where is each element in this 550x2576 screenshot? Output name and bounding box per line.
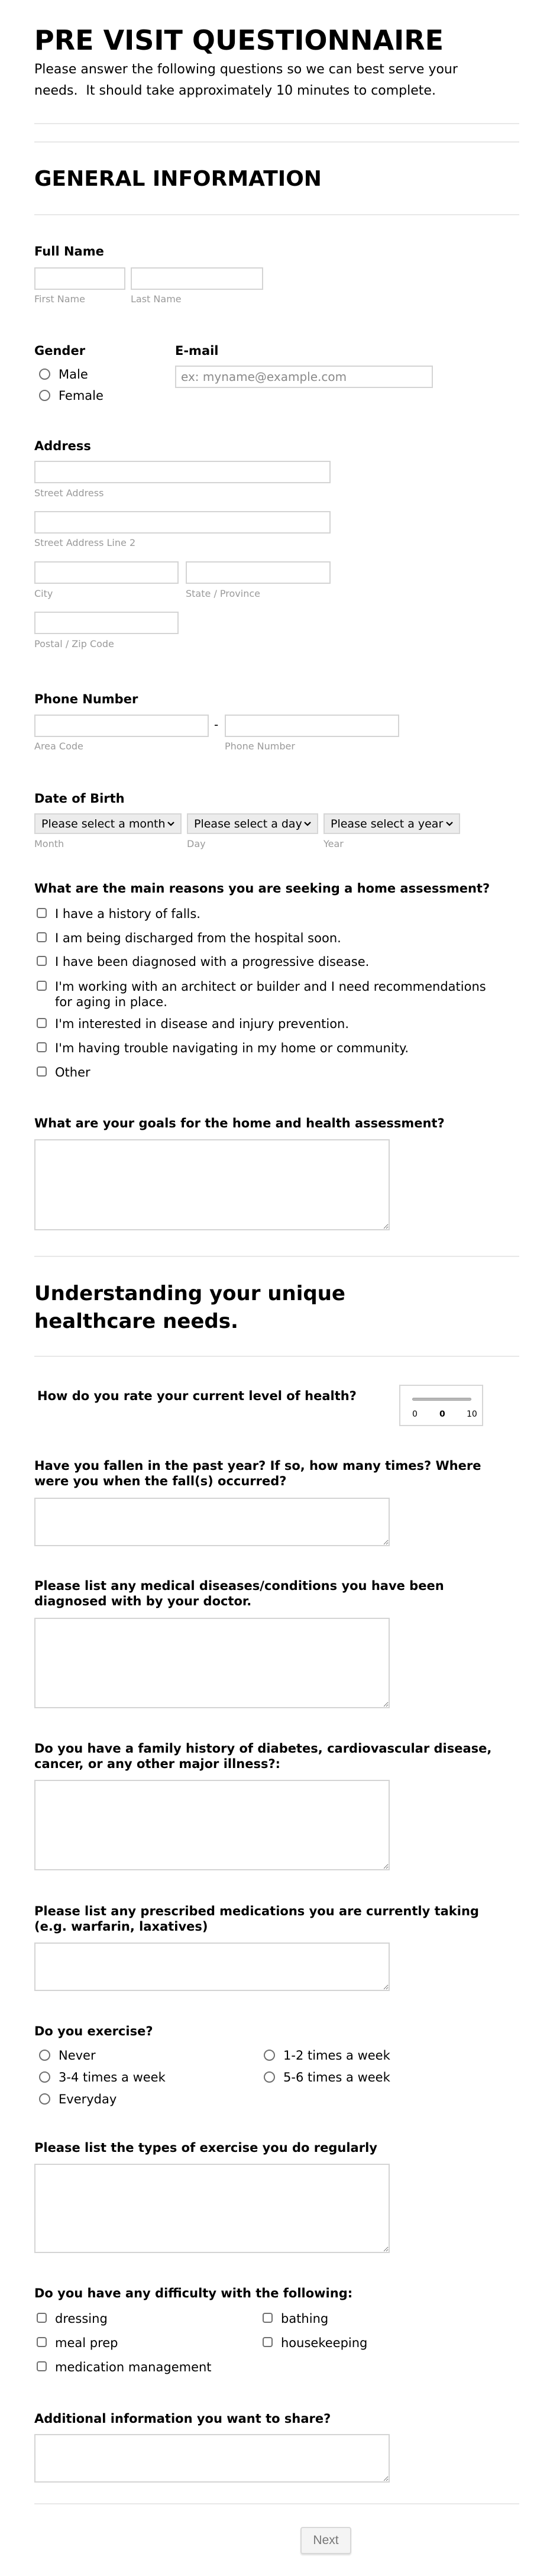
month-sublabel: Month [34, 838, 64, 849]
first-name-sublabel: First Name [34, 293, 85, 305]
slider-min-label: 0 [412, 1410, 418, 1419]
divider [34, 141, 519, 143]
year-select[interactable] [323, 813, 460, 834]
street-address-line2-sublabel: Street Address Line 2 [34, 537, 136, 548]
reason-option[interactable] [33, 979, 486, 1010]
checkbox[interactable] [37, 908, 47, 918]
state-sublabel: State / Province [186, 588, 260, 599]
option-label: 1-2 times a week [283, 2048, 390, 2063]
reasons-label: What are the main reasons you are seeking a home assessment? [34, 881, 490, 896]
checkbox[interactable] [37, 1066, 47, 1077]
option-label: housekeeping [281, 2336, 368, 2350]
checkbox[interactable] [37, 932, 47, 942]
full-name-label: Full Name [34, 244, 104, 258]
section-heading-general: GENERAL INFORMATION [34, 167, 322, 191]
gender-option-female[interactable] [34, 388, 103, 403]
option-label: medication management [55, 2360, 212, 2374]
reason-option[interactable] [33, 1016, 349, 1032]
month-select-value: Please select a month [41, 817, 166, 830]
divider [34, 214, 519, 215]
health-rating-slider[interactable] [399, 1385, 483, 1426]
zip-sublabel: Postal / Zip Code [34, 638, 114, 649]
option-label: I have been diagnosed with a progressive disease. [55, 955, 370, 969]
dob-label: Date of Birth [34, 791, 125, 806]
exercise-label: Do you exercise? [34, 2024, 153, 2038]
phone-number-input[interactable] [225, 715, 399, 737]
area-code-input[interactable] [34, 715, 209, 737]
option-label: Never [59, 2048, 96, 2063]
option-label: dressing [55, 2312, 108, 2326]
slider-track[interactable] [412, 1398, 471, 1401]
city-sublabel: City [34, 588, 53, 599]
area-code-sublabel: Area Code [34, 741, 83, 752]
exercise-option-3-4[interactable] [34, 2070, 166, 2085]
option-label: 5-6 times a week [283, 2070, 390, 2084]
section-heading-healthcare: Understanding your unique healthcare needs. [34, 1282, 345, 1333]
additional-info-textarea[interactable] [34, 2434, 390, 2483]
next-button[interactable]: Next [300, 2527, 351, 2554]
option-label: Male [59, 367, 88, 382]
year-sublabel: Year [323, 838, 344, 849]
option-label: Female [59, 389, 103, 403]
email-input[interactable] [175, 366, 433, 388]
option-label: I'm working with an architect or builder and I need recommendations for aging in place. [55, 980, 486, 1009]
month-select[interactable] [34, 813, 182, 834]
city-input[interactable] [34, 561, 179, 584]
street-address-line2-input[interactable] [34, 511, 331, 534]
option-label: I'm having trouble navigating in my home or community. [55, 1041, 409, 1055]
last-name-sublabel: Last Name [131, 293, 182, 305]
reason-option[interactable] [33, 1040, 409, 1056]
goals-textarea[interactable] [34, 1139, 390, 1230]
exercise-types-textarea[interactable] [34, 2164, 390, 2253]
difficulty-option[interactable] [33, 2335, 118, 2351]
exercise-option-1-2[interactable] [259, 2048, 390, 2063]
exercise-option-5-6[interactable] [259, 2070, 390, 2085]
difficulty-option[interactable] [33, 2360, 212, 2375]
option-label: meal prep [55, 2336, 118, 2350]
falls-textarea[interactable] [34, 1498, 390, 1546]
reason-option[interactable] [33, 930, 341, 946]
divider [34, 2503, 519, 2504]
option-label: bathing [281, 2312, 329, 2326]
goals-label: What are your goals for the home and health assessment? [34, 1116, 445, 1130]
exercise-types-label: Please list the types of exercise you do regularly [34, 2141, 377, 2155]
phone-label: Phone Number [34, 692, 138, 706]
exercise-option-everyday[interactable] [34, 2092, 117, 2107]
reason-option[interactable] [33, 1065, 90, 1080]
difficulty-label: Do you have any difficulty with the following: [34, 2286, 353, 2300]
day-select[interactable] [187, 813, 318, 834]
gender-label: Gender [34, 344, 86, 358]
reason-option[interactable] [33, 954, 369, 969]
option-label: I have a history of falls. [55, 907, 200, 921]
year-select-value: Please select a year [331, 817, 444, 830]
radio-button[interactable] [39, 2071, 50, 2083]
checkbox[interactable] [37, 981, 47, 991]
falls-label: Have you fallen in the past year? If so, how many times? Where were you when the fall(s) occurred? [34, 1459, 481, 1488]
diseases-textarea[interactable] [34, 1618, 390, 1708]
radio-button[interactable] [39, 2050, 50, 2061]
medications-textarea[interactable] [34, 1942, 390, 1991]
page-title: PRE VISIT QUESTIONNAIRE [34, 24, 444, 56]
radio-button[interactable] [264, 2071, 275, 2083]
radio-button[interactable] [39, 2093, 50, 2105]
option-label: I'm interested in disease and injury prevention. [55, 1017, 350, 1031]
radio-button[interactable] [39, 369, 50, 380]
radio-button[interactable] [264, 2050, 275, 2061]
checkbox[interactable] [37, 2361, 47, 2371]
street-address-sublabel: Street Address [34, 487, 104, 499]
checkbox[interactable] [37, 1042, 47, 1052]
page-subtitle: Please answer the following questions so we can best serve your needs. It should take approximately 10 minutes to complete. [34, 62, 458, 98]
checkbox[interactable] [37, 2313, 47, 2323]
zip-input[interactable] [34, 612, 179, 634]
radio-button[interactable] [39, 390, 50, 401]
chevron-down-icon [167, 821, 174, 827]
option-label: Other [55, 1065, 90, 1079]
last-name-input[interactable] [131, 267, 263, 290]
option-label: Everyday [59, 2092, 117, 2106]
chevron-down-icon [446, 821, 453, 827]
slider-value-label: 0 [439, 1410, 445, 1419]
phone-number-sublabel: Phone Number [225, 741, 295, 752]
day-select-value: Please select a day [194, 817, 302, 830]
divider [34, 1256, 519, 1257]
checkbox[interactable] [263, 2313, 273, 2323]
option-label: 3-4 times a week [59, 2070, 166, 2084]
difficulty-option[interactable] [259, 2311, 328, 2326]
chevron-down-icon [304, 821, 311, 827]
medications-label: Please list any prescribed medications you are currently taking (e.g. warfarin, laxatives) [34, 1904, 479, 1934]
street-address-input[interactable] [34, 461, 331, 483]
divider [34, 123, 519, 124]
phone-separator: - [214, 717, 219, 732]
checkbox[interactable] [37, 956, 47, 966]
checkbox[interactable] [263, 2337, 273, 2347]
gender-option-male[interactable] [34, 367, 88, 382]
email-label: E-mail [175, 344, 219, 358]
difficulty-option[interactable] [259, 2335, 367, 2351]
slider-max-label: 10 [467, 1410, 477, 1419]
reason-option[interactable] [33, 906, 200, 922]
day-sublabel: Day [187, 838, 206, 849]
exercise-option-never[interactable] [34, 2048, 96, 2063]
diseases-label: Please list any medical diseases/conditions you have been diagnosed with by your doctor. [34, 1579, 444, 1608]
family-history-textarea[interactable] [34, 1780, 390, 1870]
difficulty-option[interactable] [33, 2311, 108, 2326]
divider [34, 1356, 519, 1357]
checkbox[interactable] [37, 1018, 47, 1028]
option-label: I am being discharged from the hospital soon. [55, 931, 341, 945]
state-input[interactable] [186, 561, 331, 584]
health-rating-label: How do you rate your current level of health? [37, 1389, 357, 1403]
checkbox[interactable] [37, 2337, 47, 2347]
first-name-input[interactable] [34, 267, 125, 290]
address-label: Address [34, 439, 91, 453]
additional-info-label: Additional information you want to share? [34, 2412, 331, 2426]
family-history-label: Do you have a family history of diabetes, cardiovascular disease, cancer, or any other major illness?: [34, 1741, 492, 1771]
